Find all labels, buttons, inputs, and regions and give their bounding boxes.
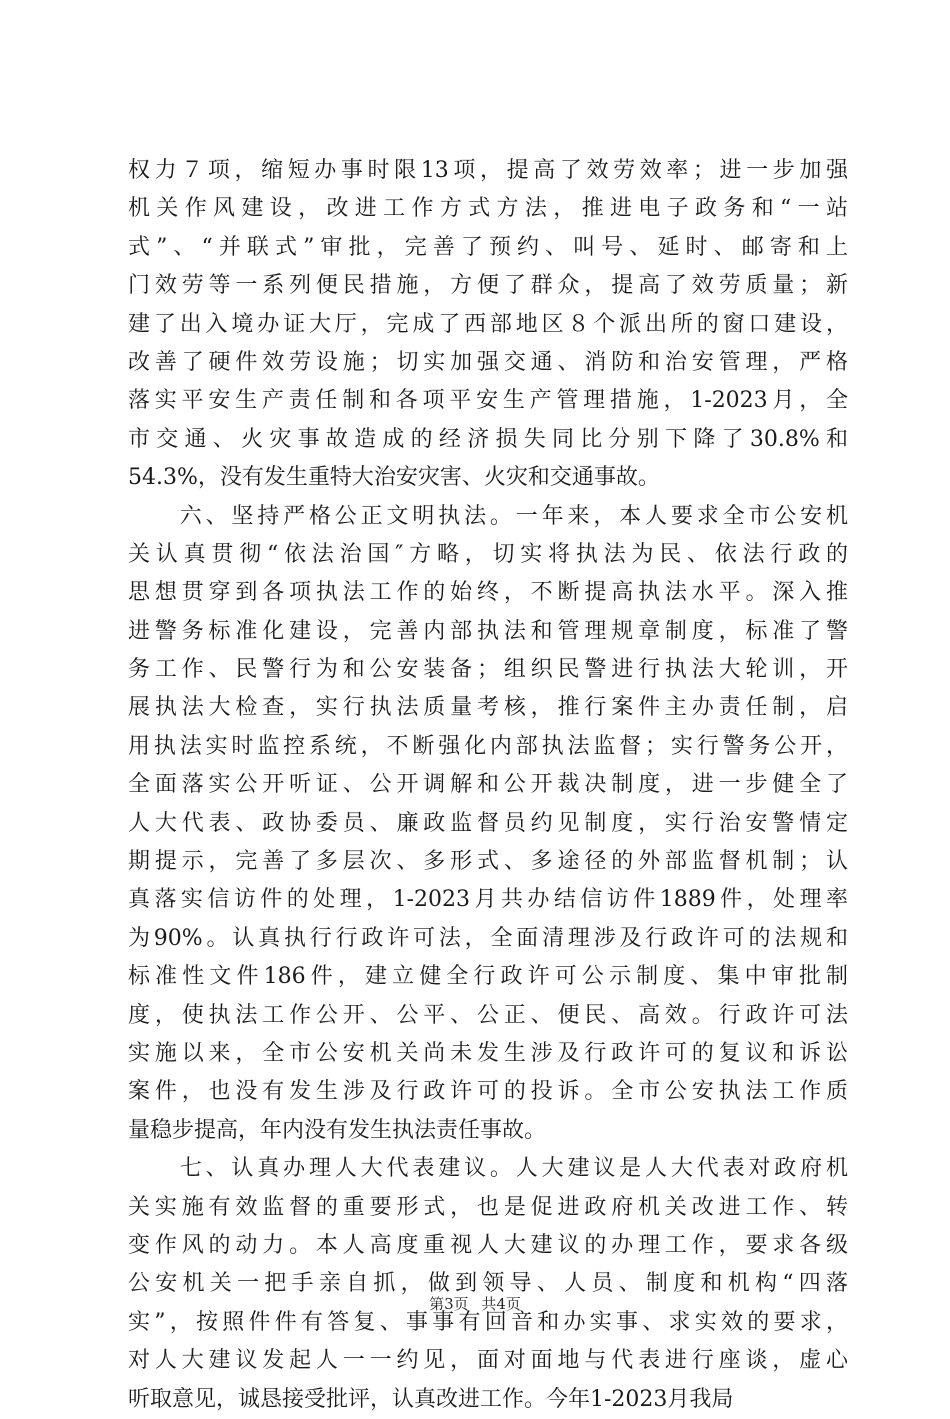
text-line: 进警务标准化建设，完善内部执法和管理规章制度，标准了警: [128, 618, 848, 644]
text-line: 展执法大检查，实行执法质量考核，推行案件主办责任制，启: [128, 695, 848, 721]
text-line: 思想贯穿到各项执法工作的始终，不断提高执法水平。深入推: [128, 580, 848, 606]
text-line: 公安机关一把手亲自抓，做到领导、人员、制度和机构“四落: [128, 1271, 848, 1297]
text-line: 实施以来，全市公安机关尚未发生涉及行政许可的复议和诉讼: [128, 1040, 848, 1066]
text-line: 用执法实时监控系统，不断强化内部执法监督；实行警务公开，: [128, 733, 848, 759]
body-text: [128, 152, 848, 1419]
text-line: 实”，按照件件有答复、事事有回音和办实事、求实效的要求，: [128, 1309, 848, 1335]
text-line: 权力７项，缩短办事时限13项，提高了效劳效率；进一步加强: [128, 158, 848, 183]
text-line: 六、坚持严格公正文明执法。一年来，本人要求全市公安机: [128, 503, 848, 529]
text-line: 务工作、民警行为和公安装备；组织民警进行执法大轮训，开: [128, 657, 848, 683]
text-line: 量稳步提高，年内没有发生执法责任事故。: [128, 1117, 547, 1143]
text-line: 标准性文件186件，建立健全行政许可公示制度、集中审批制: [128, 964, 848, 990]
text-line: 案件，也没有发生涉及行政许可的投诉。全市公安执法工作质: [128, 1079, 848, 1105]
text-line: 真落实信访件的处理，1-2023月共办结信访件1889件，处理率: [128, 887, 848, 913]
text-line: 度，使执法工作公开、公平、公正、便民、高效。行政许可法: [128, 1002, 848, 1028]
text-line: 人大代表、政协委员、廉政监督员约见制度，实行治安警情定: [128, 810, 848, 836]
page-total: 共4页: [481, 1295, 521, 1313]
text-line: 54.3%，没有发生重特大治安灾害、火灾和交通事故。: [128, 465, 660, 491]
text-line: 全面落实公开听证、公开调解和公开裁决制度，进一步健全了: [128, 772, 848, 798]
text-line: 式”、“并联式”审批，完善了预约、叫号、延时、邮寄和上: [128, 234, 848, 260]
text-line: 变作风的动力。本人高度重视人大建议的办理工作，要求各级: [128, 1232, 848, 1258]
text-line: 改善了硬件效劳设施；切实加强交通、消防和治安管理，严格: [128, 349, 848, 375]
text-line: 关实施有效监督的重要形式，也是促进政府机关改进工作、转: [128, 1194, 848, 1220]
text-line: 机关作风建设，改进工作方式方法，推进电子政务和“一站: [128, 196, 848, 222]
text-line: 关认真贯彻“依法治国″方略，切实将执法为民、依法行政的: [128, 541, 848, 567]
text-line: 市交通、火灾事故造成的经济损失同比分别下降了30.8%和: [128, 426, 848, 452]
text-line: 期提示，完善了多层次、多形式、多途径的外部监督机制；认: [128, 849, 848, 875]
text-line: 七、认真办理人大代表建议。人大建议是人大代表对政府机: [128, 1156, 848, 1182]
text-line: 落实平安生产责任制和各项平安生产管理措施，1-2023月，全: [128, 388, 848, 414]
text-line: 听取意见，诚恳接受批评，认真改进工作。今年1-2023月我局: [128, 1386, 734, 1412]
page-footer: [0, 1294, 950, 1314]
page-number: 第3页: [429, 1295, 469, 1313]
text-line: 对人大建议发起人一一约见，面对面地与代表进行座谈，虚心: [128, 1348, 848, 1374]
text-line: 为90%。认真执行行政许可法，全面清理涉及行政许可的法规和: [128, 925, 848, 951]
text-line: 门效劳等一系列便民措施，方便了群众，提高了效劳质量；新: [128, 273, 848, 299]
text-line: 建了出入境办证大厅，完成了西部地区８个派出所的窗口建设，: [128, 311, 848, 337]
